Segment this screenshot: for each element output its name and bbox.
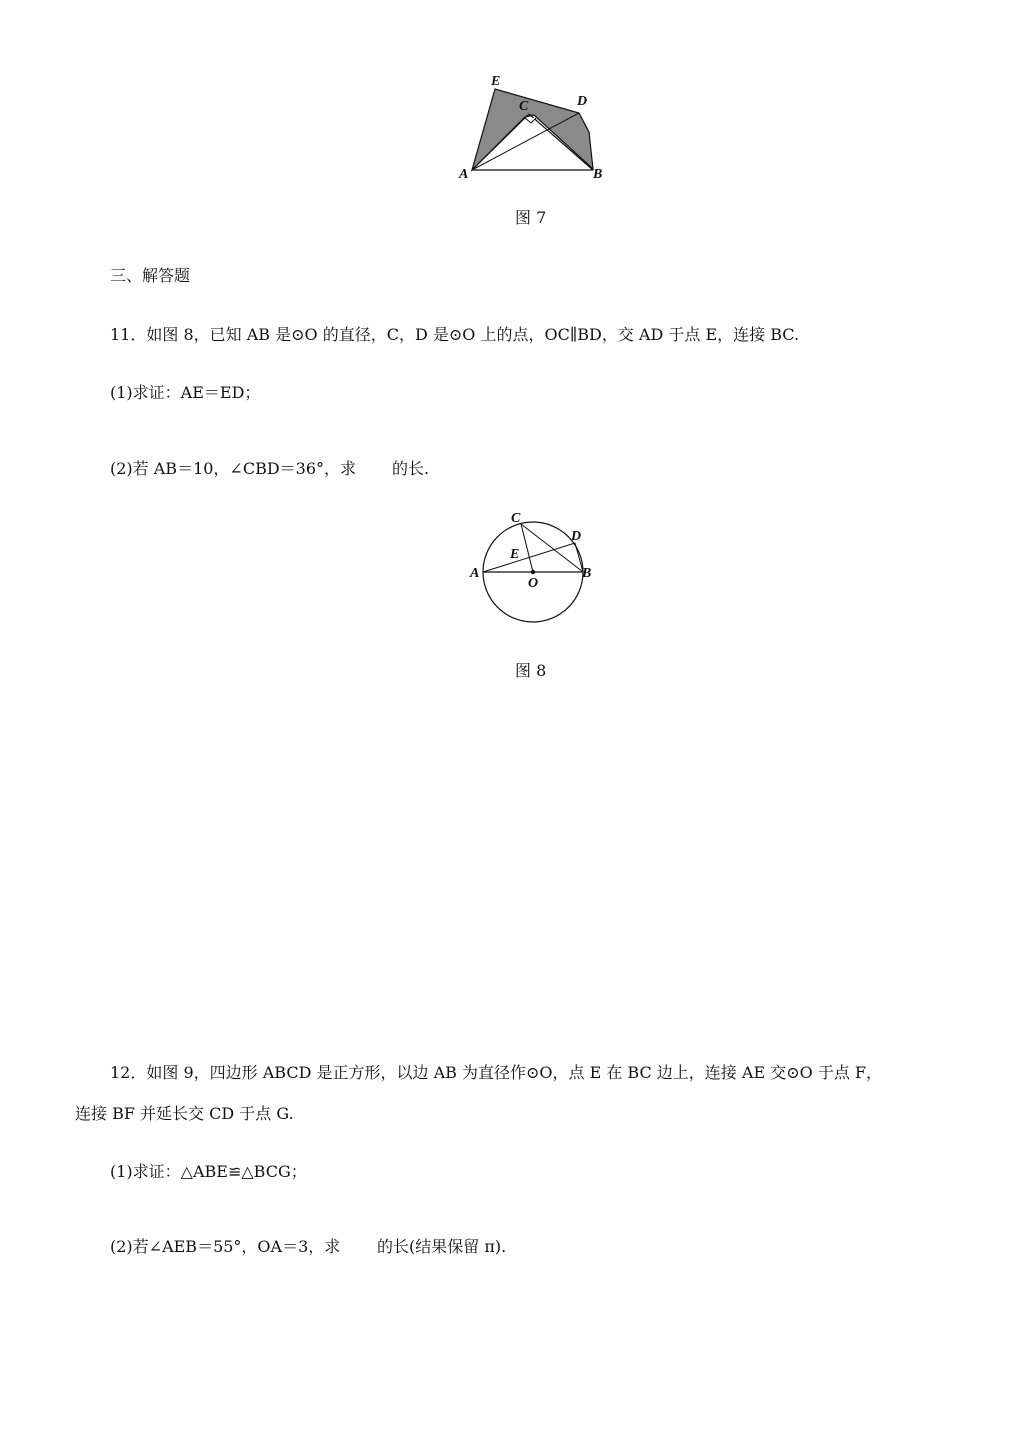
- section-title: 三、解答题: [110, 266, 191, 285]
- figure-7-label-a: A: [459, 167, 469, 182]
- figure-8-center-dot: [531, 570, 535, 574]
- figure-8-label-c: C: [511, 511, 521, 526]
- figure-8-label-d: D: [571, 529, 582, 544]
- q11-part2-b: 的长.: [392, 459, 430, 478]
- figure-7-label-e: E: [491, 74, 501, 89]
- q12-part1: (1)求证：△ABE≌△BCG；: [110, 1162, 307, 1181]
- figure-8-label-b: B: [582, 566, 592, 581]
- q11-stem: 11．如图 8，已知 AB 是⊙O 的直径，C，D 是⊙O 上的点，OC∥BD，交 AD 于点 E，连接 BC.: [110, 325, 800, 344]
- figure-7-label-b: B: [593, 167, 603, 182]
- q11-part2-a: (2)若 AB＝10，∠CBD＝36°，求: [110, 459, 357, 478]
- figure-8-label-o: O: [528, 576, 539, 591]
- figure-7-caption: 图 7: [515, 208, 547, 227]
- q11-part1: (1)求证：AE＝ED；: [110, 383, 261, 402]
- figure-8-segment-oc: [521, 524, 533, 572]
- figure-8-label-a: A: [470, 566, 480, 581]
- figure-8-caption: 图 8: [515, 661, 547, 680]
- figure-8-label-e: E: [510, 547, 520, 562]
- figure-7-label-c: C: [519, 99, 529, 114]
- figure-7-right-angle-mark: [525, 118, 536, 123]
- q12-part2-b: 的长(结果保留 π).: [377, 1237, 507, 1256]
- q12-part2-a: (2)若∠AEB＝55°，OA＝3，求: [110, 1237, 341, 1256]
- figure-7-shaded-region: [472, 89, 593, 170]
- q12-stem-line1: 12．如图 9，四边形 ABCD 是正方形，以边 AB 为直径作⊙O，点 E 在 BC 边上，连接 AE 交⊙O 于点 F，: [110, 1063, 883, 1082]
- figure-8: [465, 505, 605, 625]
- figure-8-segment-ad: [483, 543, 575, 572]
- q12-stem-line2: 连接 BF 并延长交 CD 于点 G.: [75, 1104, 294, 1123]
- figure-7: [455, 70, 615, 185]
- figure-7-label-d: D: [577, 94, 588, 109]
